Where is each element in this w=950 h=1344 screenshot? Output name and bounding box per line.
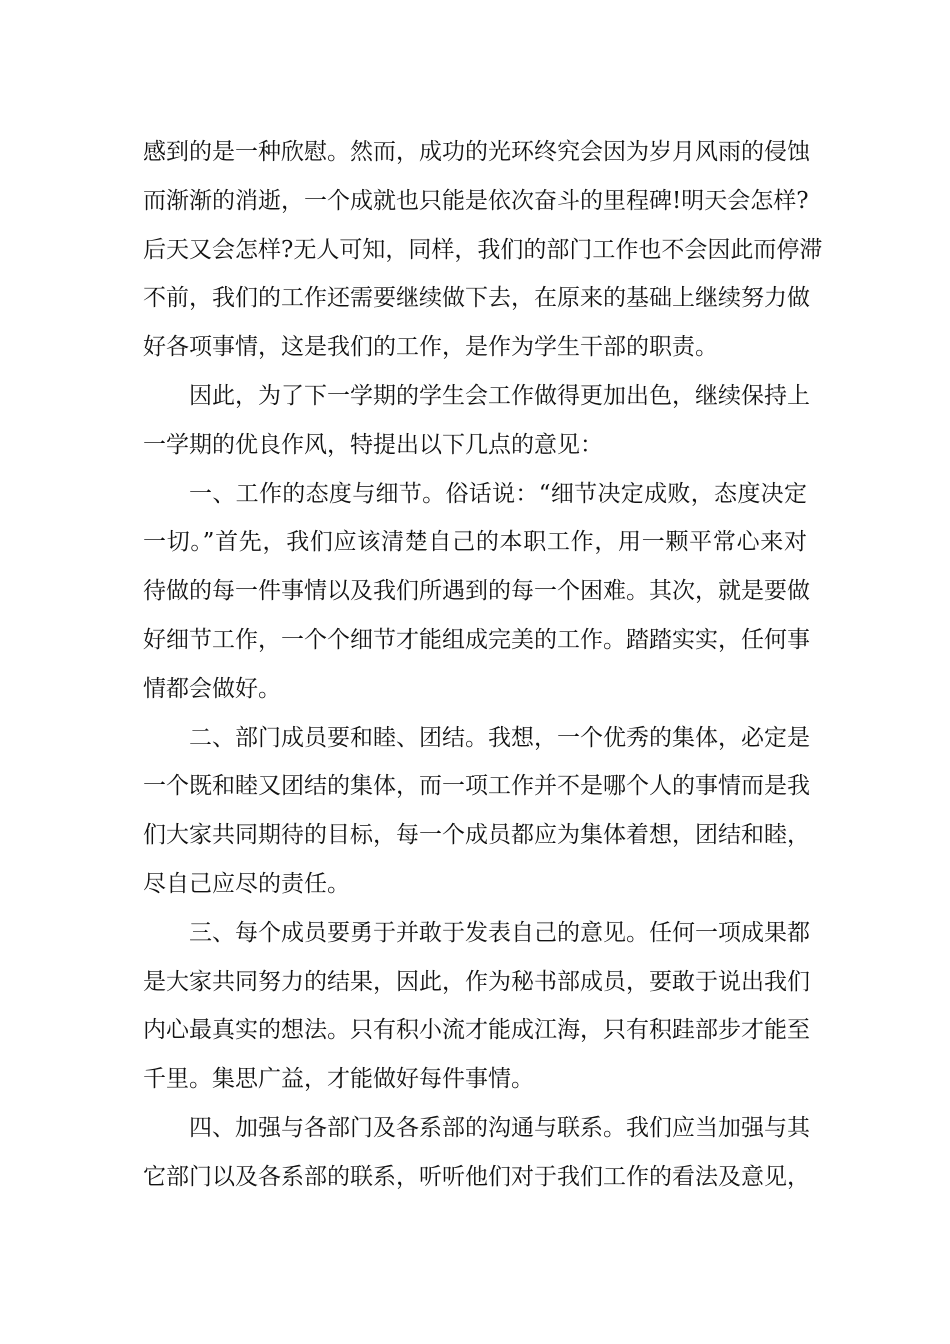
text-line: 尽自己应尽的责任。: [143, 870, 350, 897]
text-line: 四、加强与各部门及各系部的沟通与联系。我们应当加强与其: [189, 1114, 810, 1141]
text-line: 而渐渐的消逝，一个成就也只能是依次奋斗的里程碑!明天会怎样?: [143, 187, 809, 214]
text-line: 一切。”首先，我们应该清楚自己的本职工作，用一颗平常心来对: [143, 529, 807, 556]
text-line: 一、工作的态度与细节。俗话说：“细节决定成败，态度决定: [189, 480, 807, 507]
text-line: 们大家共同期待的目标，每一个成员都应为集体着想，团结和睦，: [143, 822, 810, 849]
text-line: 情都会做好。: [143, 675, 281, 702]
text-line: 是大家共同努力的结果，因此，作为秘书部成员，要敢于说出我们: [143, 968, 810, 995]
body-text: [143, 128, 823, 1202]
text-line: 感到的是一种欣慰。然而，成功的光环终究会因为岁月风雨的侵蚀: [143, 139, 810, 165]
text-line: 好细节工作，一个个细节才能组成完美的工作。踏踏实实，任何事: [143, 626, 810, 653]
text-line: 内心最真实的想法。只有积小流才能成江海，只有积跬部步才能至: [143, 1017, 810, 1044]
text-line: 不前，我们的工作还需要继续做下去，在原来的基础上继续努力做: [143, 285, 810, 312]
text-line: 好各项事情，这是我们的工作，是作为学生干部的职责。: [143, 334, 718, 361]
text-line: 后天又会怎样?无人可知，同样，我们的部门工作也不会因此而停滞: [143, 236, 823, 263]
text-line: 它部门以及各系部的联系，听听他们对于我们工作的看法及意见，: [143, 1163, 810, 1190]
text-line: 千里。集思广益，才能做好每件事情。: [143, 1066, 534, 1093]
text-line: 三、每个成员要勇于并敢于发表自己的意见。任何一项成果都: [189, 919, 810, 946]
text-line: 一个既和睦又团结的集体，而一项工作并不是哪个人的事情而是我: [143, 773, 810, 800]
text-line: 因此，为了下一学期的学生会工作做得更加出色，继续保持上: [189, 382, 810, 409]
text-line: 待做的每一件事情以及我们所遇到的每一个困难。其次，就是要做: [143, 578, 810, 605]
text-line: 一学期的优良作风，特提出以下几点的意见：: [143, 431, 603, 458]
text-line: 二、部门成员要和睦、团结。我想，一个优秀的集体，必定是: [189, 724, 810, 751]
